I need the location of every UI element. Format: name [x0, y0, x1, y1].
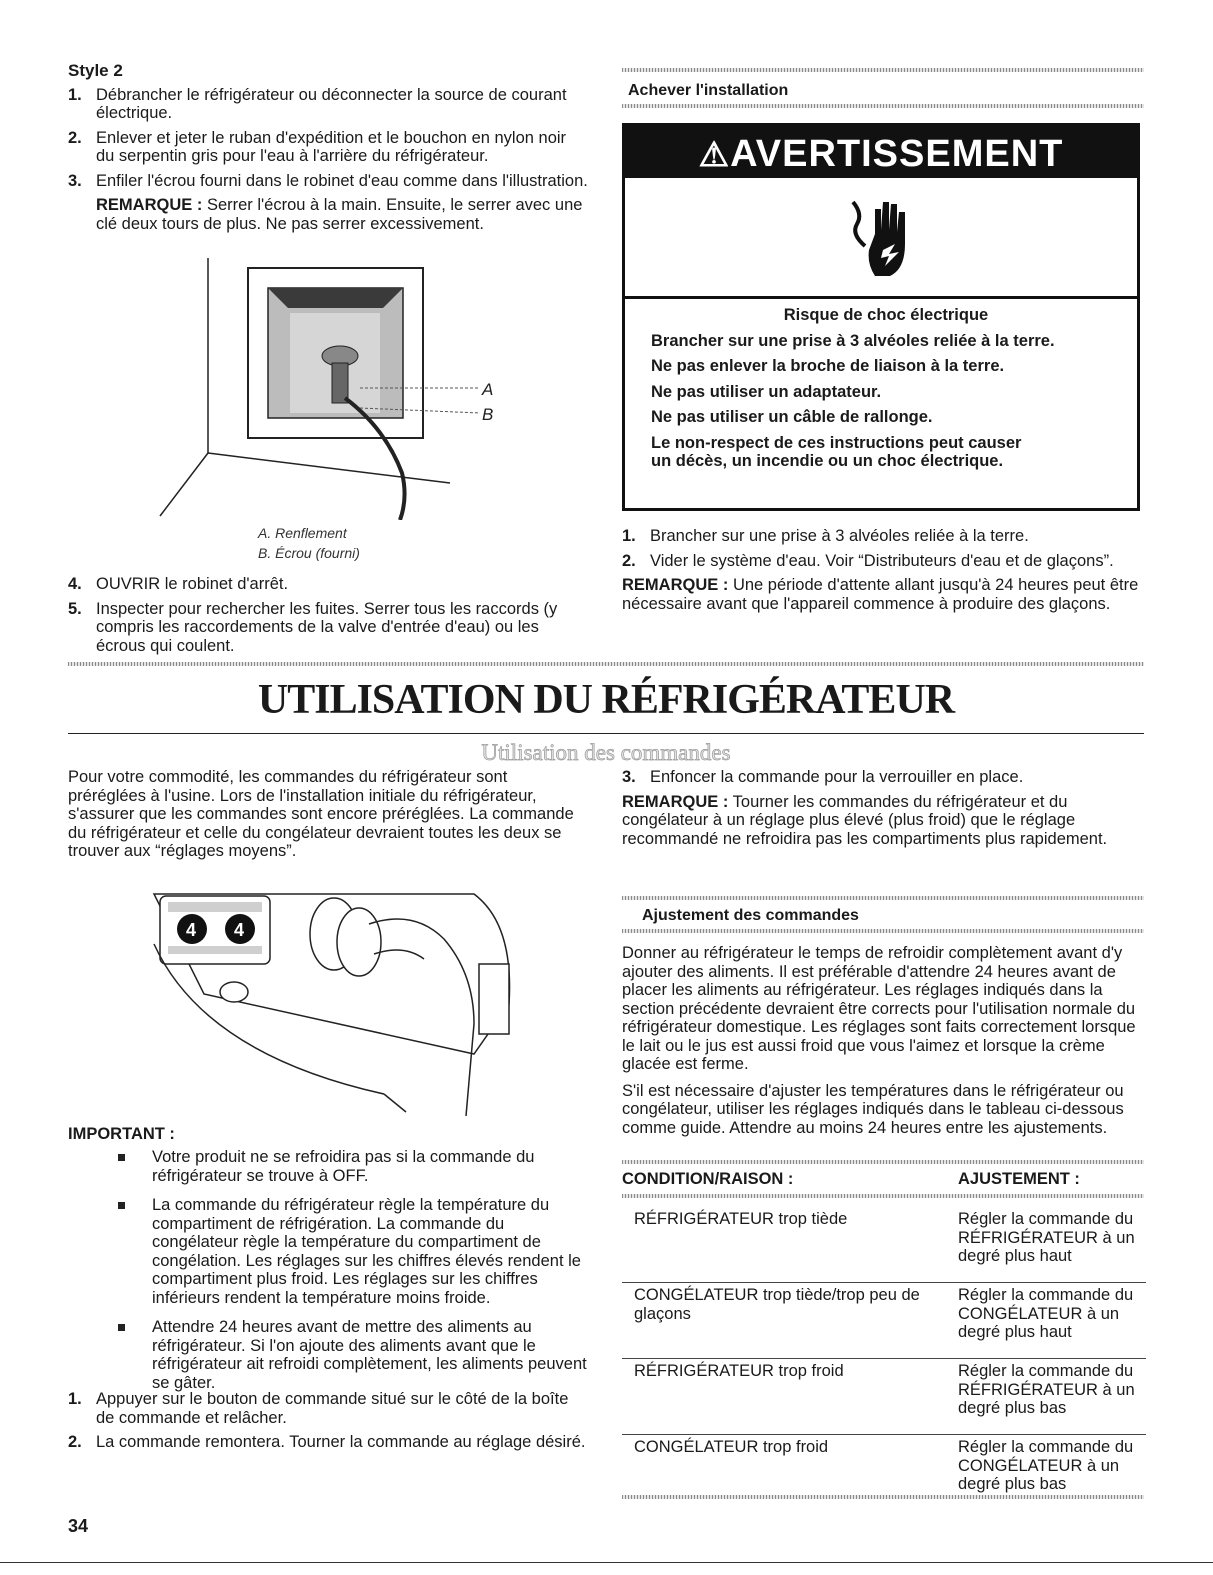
note-text: Une période d'attente allant jusqu'à 24 heures peut être nécessaire avant que l'appareil commence à produire des glaçons. [622, 576, 1139, 613]
warning-box [622, 123, 1140, 511]
table-cell: CONGÉLATEUR trop tiède/trop peu de glaçons [634, 1286, 920, 1323]
table-cell: RÉFRIGÉRATEUR trop tiède [634, 1210, 848, 1228]
list-item: 4. OUVRIR le robinet d'arrêt. [68, 575, 289, 593]
title-rule [68, 733, 1144, 734]
install-steps [622, 527, 1144, 613]
warning-line: Ne pas utiliser un câble de rallonge. [651, 408, 933, 426]
table-cell: CONGÉLATEUR trop froid [634, 1438, 829, 1456]
list-item: Votre produit ne se refroidira pas si la commande du réfrigérateur se trouve à OFF. [118, 1148, 588, 1185]
figure-caption [258, 523, 360, 563]
list-item: 2. Vider le système d'eau. Voir “Distributeurs d'eau et de glaçons”. [622, 551, 1114, 570]
divider [68, 662, 1144, 666]
warning-triangle-icon: ⚠ [698, 136, 731, 174]
table-header-condition: CONDITION/RAISON : [622, 1170, 794, 1188]
warning-title: AVERTISSEMENT [730, 133, 1064, 175]
install-heading: Achever l'installation [628, 82, 789, 99]
page-bottom-rule [0, 1562, 1213, 1563]
page-number: 34 [68, 1516, 89, 1536]
warning-line: Ne pas enlever la broche de liaison à la terre. [651, 357, 1005, 375]
warning-line: Ne pas utiliser un adaptateur. [651, 382, 882, 401]
dial-number: 4 [186, 920, 197, 940]
adjust-heading: Ajustement des commandes [642, 907, 859, 924]
list-item: 1. Appuyer sur le bouton de commande situé sur le côté de la boîte de commande et relâcher. [68, 1390, 569, 1427]
note-label: REMARQUE : [622, 576, 729, 594]
list-item: 1. Débrancher le réfrigérateur ou déconnecter la source de courant électrique. [68, 85, 567, 122]
table-row [622, 1282, 1146, 1359]
table-cell: RÉFRIGÉRATEUR trop froid [634, 1362, 844, 1380]
important-bullets [118, 1148, 588, 1403]
divider [622, 68, 1144, 72]
caption-a: A. Renflement [258, 525, 347, 541]
label-a: A [482, 380, 494, 399]
warning-banner [625, 126, 1137, 178]
water-valve-illustration [150, 258, 510, 520]
controls-intro: Pour votre commodité, les commandes du réfrigérateur sont préréglées à l'usine. Lors de l'installation initiale du réfrigérateur, s'assurer que les commandes sont encore préréglées. La commande du réfrigérateur et celle du congélateur devraient toutes les deux se trouver aux “réglages moyens”. [68, 768, 574, 860]
divider [622, 1194, 1144, 1198]
divider [622, 1160, 1144, 1164]
adjust-para: S'il est nécessaire d'ajuster les températures dans le réfrigérateur ou congélateur, utiliser les réglages indiqués dans le tableau ci-dessous comme guide. Attendre au moins 24 heures entre les ajustements. [622, 1081, 1124, 1137]
warning-separator [625, 296, 1137, 299]
table-row [622, 1206, 1146, 1283]
divider [622, 1495, 1144, 1499]
style2-heading: Style 2 [68, 61, 123, 80]
sub-title: Utilisation des commandes [481, 740, 731, 765]
divider [622, 929, 1144, 933]
list-item: Attendre 24 heures avant de mettre des aliments au réfrigérateur. Si l'on ajoute des aliments avant que le réfrigérateur ait refroidi complètement, les aliments peuvent se gâter. [118, 1318, 588, 1392]
dial-number: 4 [234, 920, 245, 940]
table-row [622, 1358, 1146, 1435]
style2-note [68, 196, 588, 233]
warning-line: Le non-respect de ces instructions peut causer [651, 433, 1022, 452]
main-title: UTILISATION DU RÉFRIGÉRATEUR [257, 677, 955, 723]
adjust-table [622, 1160, 1146, 1505]
table-cell: Régler la commande du RÉFRIGÉRATEUR à un degré plus haut [958, 1210, 1135, 1265]
warning-text [651, 306, 1121, 478]
list-item: 1. Brancher sur une prise à 3 alvéoles reliée à la terre. [622, 527, 1029, 545]
install-note [622, 576, 1144, 613]
note-text: Serrer l'écrou à la main. Ensuite, le serrer avec une clé deux tours de plus. Ne pas serrer excessivement. [96, 196, 583, 233]
list-item: 2. Enlever et jeter le ruban d'expédition et le bouchon en nylon noir du serpentin gris pour l'eau à l'arrière du réfrigérateur. [68, 128, 567, 165]
warning-line: Brancher sur une prise à 3 alvéoles reliée à la terre. [651, 331, 1055, 350]
divider [622, 896, 1144, 900]
note-label: REMARQUE : [622, 792, 729, 811]
list-item: La commande du réfrigérateur règle la température du compartiment de réfrigération. La commande du congélateur règle la température du compartiment de congélation. Les réglages sur les chiffres élevés rendent le compartiment plus froid. Les réglages sur les chiffres inférieurs rendent la température moins froide. [118, 1196, 588, 1307]
adjust-para: Donner au réfrigérateur le temps de refroidir complètement avant d'y ajouter des aliments. Il est préférable d'attendre 24 heures avant de placer les aliments au réfrigérateur. Les réglages indiqués dans la section précédente devraient être corrects pour l'utilisation normale du réfrigérateur domestique. Les réglages sont faits correctement lorsque le lait ou le jus est aussi froid que vous l'aimez et lorsque la crème glacée est ferme. [622, 944, 1136, 1073]
list-item: 3. Enfoncer la commande pour la verrouiller en place. [622, 768, 1024, 786]
controls-note [622, 793, 1144, 849]
list-item: 2. La commande remontera. Tourner la commande au réglage désiré. [68, 1433, 586, 1451]
electric-shock-hand-icon [845, 194, 925, 284]
important-label: IMPORTANT : [68, 1125, 175, 1143]
style2-steps-after [68, 575, 588, 661]
style2-section [68, 62, 588, 233]
note-text: Tourner les commandes du réfrigérateur et du congélateur à un réglage plus élevé (plus froid) que le réglage recommandé ne refroidira pas les compartiments plus rapidement. [622, 792, 1108, 848]
adjust-text [622, 944, 1144, 1137]
caption-b: B. Écrou (fourni) [258, 545, 360, 561]
divider [622, 104, 1144, 108]
label-b: B [482, 405, 494, 424]
control-panel-illustration [144, 884, 524, 1116]
table-cell: Régler la commande du CONGÉLATEUR à un degré plus haut [958, 1286, 1134, 1341]
note-label: REMARQUE : [96, 196, 203, 214]
warning-line: un décès, un incendie ou un choc électrique. [651, 452, 1004, 470]
list-item: 3. Enfiler l'écrou fourni dans le robinet d'eau comme dans l'illustration. [68, 171, 588, 190]
warning-heading: Risque de choc électrique [783, 306, 989, 324]
table-cell: Régler la commande du RÉFRIGÉRATEUR à un degré plus bas [958, 1362, 1135, 1417]
table-header-adjustment: AJUSTEMENT : [958, 1170, 1080, 1188]
controls-steps [68, 1390, 588, 1458]
controls-continued [622, 768, 1144, 848]
list-item: 5. Inspecter pour rechercher les fuites. Serrer tous les raccords (y compris les raccordements de la valve d'entrée d'eau) ou les écrous qui coulent. [68, 599, 558, 655]
table-cell: Régler la commande du CONGÉLATEUR à un degré plus bas [958, 1438, 1134, 1493]
